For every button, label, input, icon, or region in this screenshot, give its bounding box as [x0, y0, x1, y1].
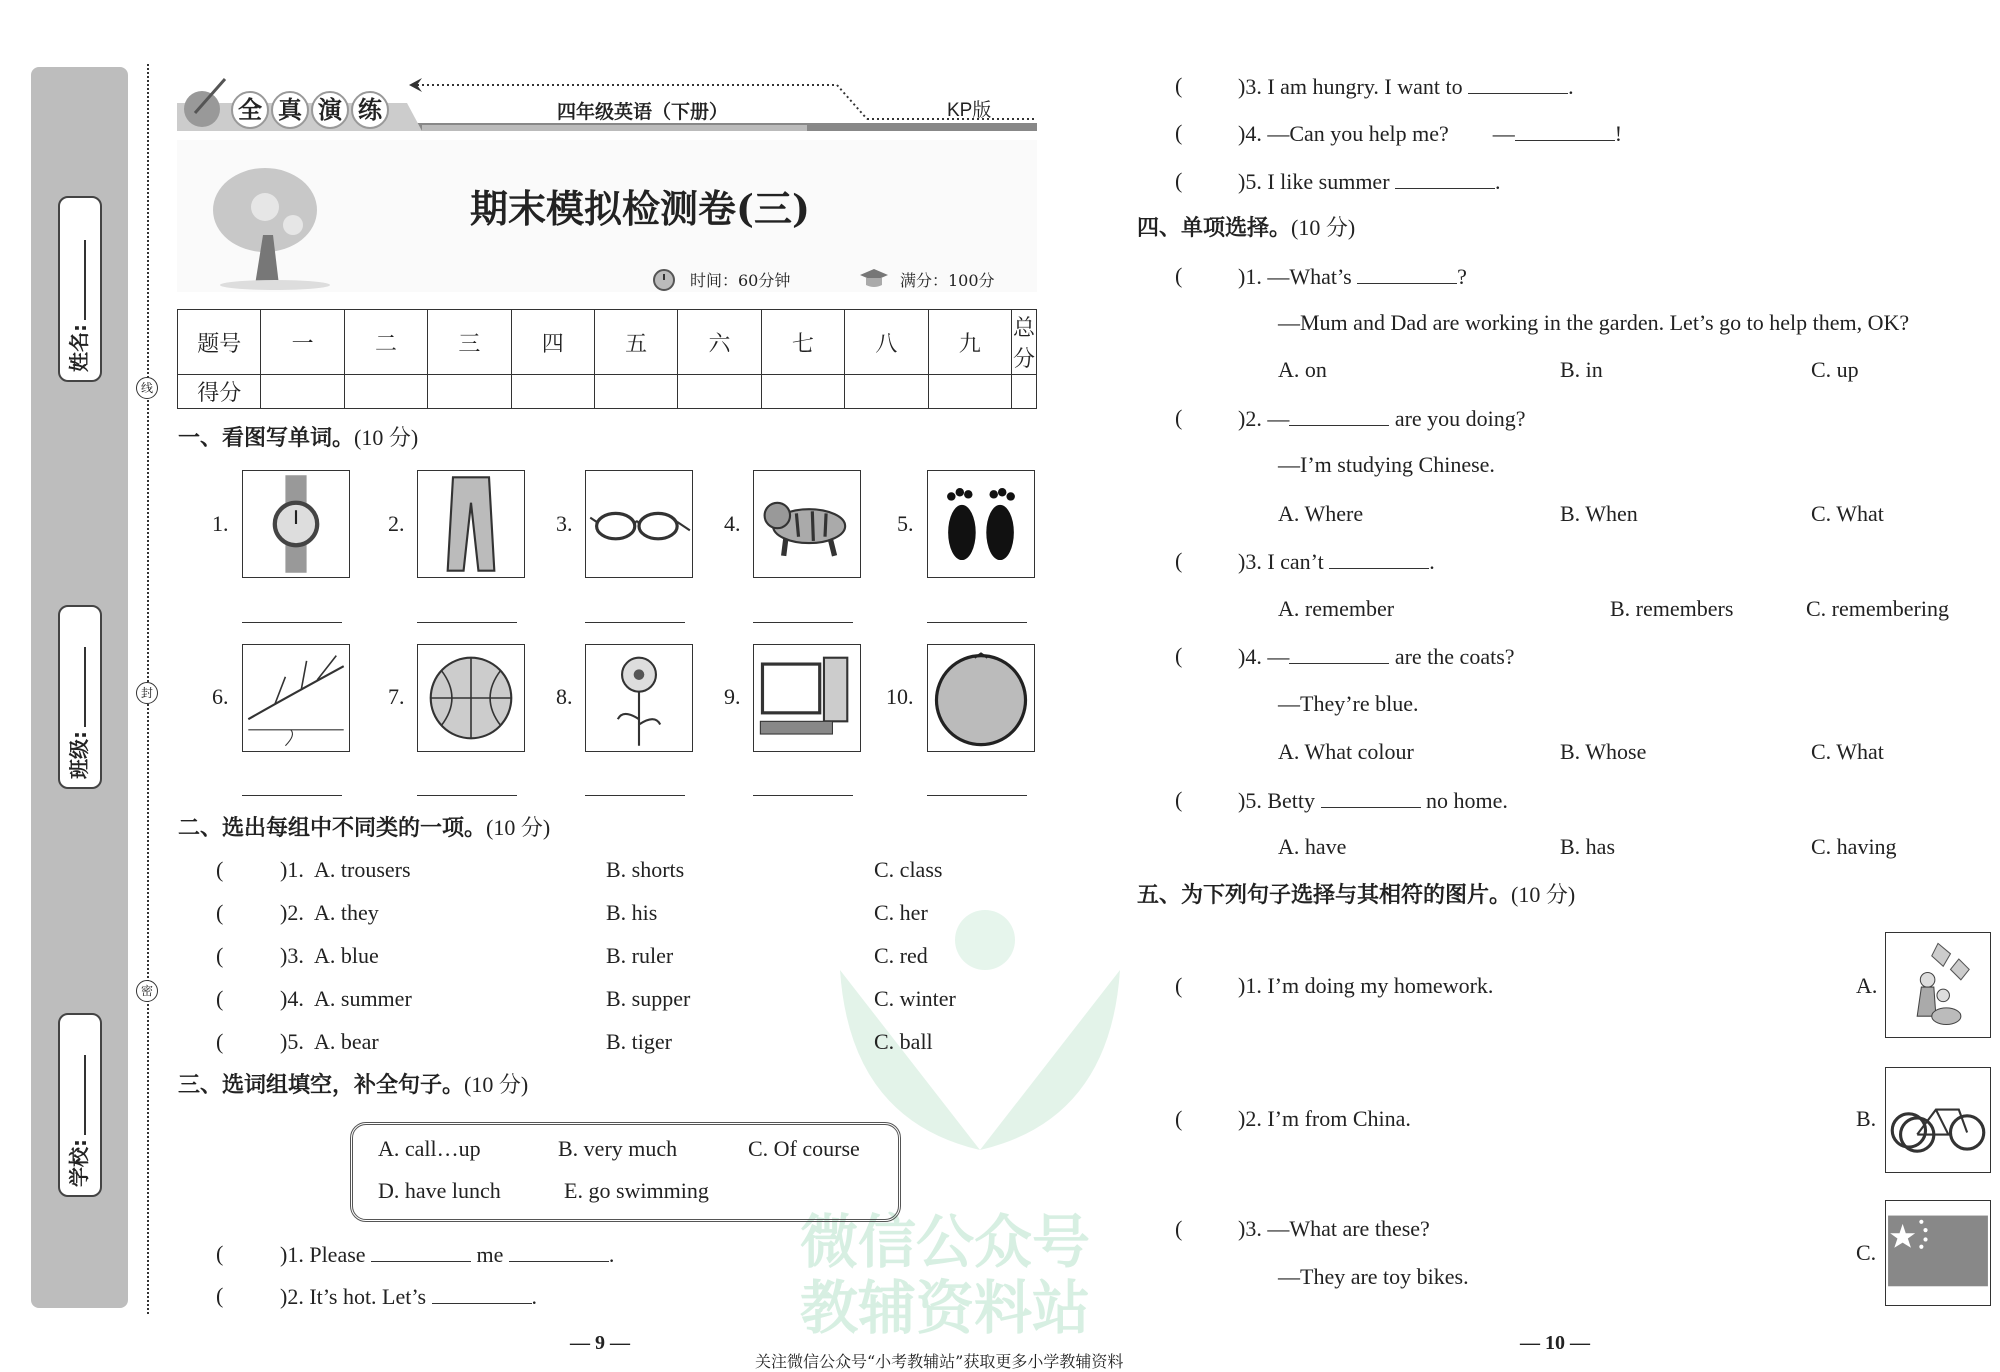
score-cell[interactable] [845, 375, 928, 409]
section5-q2: )2. I’m from China. [1238, 1106, 1411, 1131]
section1-heading: 一、看图写单词。(10 分) [178, 425, 419, 451]
option-b: B. his [606, 900, 658, 925]
option-label: A. [1856, 973, 1878, 998]
answer-paren[interactable]: ( [216, 986, 224, 1011]
answer-paren[interactable]: ( [1175, 1106, 1183, 1131]
option-b: B. shorts [606, 857, 685, 882]
item-number: 9. [724, 684, 741, 709]
option-a: A. bear [314, 1029, 379, 1054]
answer-paren[interactable]: ( [216, 1029, 224, 1054]
word-option: C. Of course [748, 1136, 860, 1161]
edition-label: KP版 [947, 100, 992, 121]
section4-q3: )3. I can’t . [1238, 549, 1435, 574]
answer-paren[interactable]: ( [216, 1283, 224, 1308]
class-label: 班级: [67, 731, 91, 779]
section5-heading: 五、为下列句子选择与其相符的图片。(10 分) [1137, 882, 1576, 908]
reply: —They are toy bikes. [1278, 1264, 1469, 1289]
answer-paren[interactable]: ( [1175, 973, 1183, 998]
answer-blank[interactable] [1468, 73, 1568, 94]
option-c: C. remembering [1806, 596, 1949, 621]
cell: 六 [678, 310, 761, 375]
cell: 八 [845, 310, 928, 375]
score-cell[interactable] [761, 375, 844, 409]
table-row-headers [178, 310, 1037, 375]
option-a: A. on [1278, 357, 1327, 382]
option-label: C. [1856, 1240, 1877, 1265]
answer-blank[interactable] [417, 622, 517, 623]
option-a: A. What colour [1278, 739, 1414, 764]
page-title: 期末模拟检测卷(三) [470, 186, 810, 231]
glasses-icon [585, 470, 693, 578]
school-field[interactable] [58, 1013, 102, 1197]
answer-paren[interactable]: ( [1175, 787, 1183, 812]
option-b: B. When [1560, 501, 1638, 526]
item-number: )4. [280, 986, 304, 1011]
answer-blank[interactable] [432, 1283, 532, 1304]
score-cell[interactable] [594, 375, 677, 409]
answer-blank[interactable] [1395, 168, 1495, 189]
china-flag-icon [1885, 1200, 1991, 1306]
grad-cap-icon [858, 266, 890, 292]
trousers-icon [417, 470, 525, 578]
cell: 五 [594, 310, 677, 375]
series-char-1: 全 [231, 91, 269, 129]
word-option: B. very much [558, 1136, 678, 1161]
tree-illustration [205, 155, 340, 290]
option-b: B. remembers [1610, 596, 1734, 621]
answer-blank[interactable] [1289, 643, 1389, 664]
score-cell[interactable] [428, 375, 511, 409]
answer-paren[interactable]: ( [1175, 405, 1183, 430]
footer-note: 关注微信公众号“小考教辅站”获取更多小学教辅资料 [755, 1352, 1124, 1371]
bicycles-icon [1885, 1067, 1991, 1173]
answer-blank[interactable] [371, 1241, 471, 1262]
answer-blank[interactable] [1321, 787, 1421, 808]
option-b: B. Whose [1560, 739, 1647, 764]
option-c: C. ball [874, 1029, 933, 1054]
item-number: 5. [897, 511, 914, 536]
option-a: A. summer [314, 986, 412, 1011]
option-c: C. up [1811, 357, 1859, 382]
kids-flying-kites-icon [1885, 932, 1991, 1038]
basketball-icon [417, 644, 525, 752]
series-char-4: 练 [351, 91, 389, 129]
word-option: E. go swimming [564, 1178, 709, 1203]
score-cell[interactable] [261, 375, 344, 409]
page-number-right: — 10 — [1520, 1332, 1590, 1354]
header-band [177, 73, 1037, 135]
item-number: 3. [556, 511, 573, 536]
answer-blank[interactable] [1289, 405, 1389, 426]
item-number: 10. [886, 684, 914, 709]
option-b: B. ruler [606, 943, 674, 968]
section3-q5: )5. I like summer . [1238, 169, 1501, 194]
option-c: C. her [874, 900, 928, 925]
item-number: )5. [280, 1029, 304, 1054]
option-a: A. remember [1278, 596, 1395, 621]
answer-paren[interactable]: ( [1175, 643, 1183, 668]
seal-xian: 线 [136, 377, 158, 399]
series-char-3: 演 [311, 91, 349, 129]
word-option: A. call…up [378, 1136, 481, 1161]
answer-blank[interactable] [927, 622, 1027, 623]
option-a: A. Where [1278, 501, 1364, 526]
watermark-text-1: 微信公众号 [800, 1208, 1091, 1276]
answer-paren[interactable]: ( [1175, 120, 1183, 145]
answer-blank[interactable] [927, 795, 1027, 796]
option-c: C. What [1811, 501, 1884, 526]
section4-q1: )1. —What’s ? [1238, 264, 1467, 289]
clock-icon [650, 268, 678, 292]
name-field[interactable] [58, 196, 102, 382]
option-c: C. red [874, 943, 928, 968]
item-number: 8. [556, 684, 573, 709]
answer-paren[interactable]: ( [216, 857, 224, 882]
time-label: 时间：60分钟 [690, 271, 791, 290]
tree-branch-icon [242, 644, 350, 752]
full-score-label: 满分：100分 [900, 271, 995, 290]
section5-q1: )1. I’m doing my homework. [1238, 973, 1494, 998]
cell: 三 [428, 310, 511, 375]
item-number: )2. [280, 900, 304, 925]
option-c: C. class [874, 857, 943, 882]
series-char-2: 真 [271, 91, 309, 129]
section4-q2: )2. — are you doing? [1238, 406, 1526, 431]
answer-blank[interactable] [585, 622, 685, 623]
answer-paren[interactable]: ( [216, 943, 224, 968]
answer-blank[interactable] [1329, 548, 1429, 569]
option-c: C. winter [874, 986, 956, 1011]
section5-q3: )3. —What are these? [1238, 1216, 1430, 1241]
score-cell[interactable] [511, 375, 594, 409]
answer-blank[interactable] [753, 795, 853, 796]
option-a: A. blue [314, 943, 379, 968]
score-cell[interactable] [1011, 375, 1036, 409]
section2-heading: 二、选出每组中不同类的一项。(10 分) [178, 815, 551, 841]
answer-blank[interactable] [1515, 120, 1615, 141]
answer-paren[interactable]: ( [216, 900, 224, 925]
section3-q1: )1. Please me . [280, 1242, 615, 1267]
cell: 二 [344, 310, 427, 375]
option-c: C. having [1811, 834, 1897, 859]
cell: 九 [928, 310, 1011, 375]
option-b: B. has [1560, 834, 1615, 859]
reply: —Mum and Dad are working in the garden. Let’s go to help them, OK? [1278, 310, 1910, 335]
answer-blank[interactable] [1357, 263, 1457, 284]
answer-blank[interactable] [585, 795, 685, 796]
answer-blank[interactable] [753, 622, 853, 623]
cell: 一 [261, 310, 344, 375]
item-number: 6. [212, 684, 229, 709]
option-c: C. What [1811, 739, 1884, 764]
section4-q4: )4. — are the coats? [1238, 644, 1515, 669]
page-number-left: — 9 — [570, 1332, 630, 1354]
section3-q3: )3. I am hungry. I want to . [1238, 74, 1574, 99]
score-cell[interactable] [678, 375, 761, 409]
option-b: B. tiger [606, 1029, 672, 1054]
cell: 四 [511, 310, 594, 375]
subject-label: 四年级英语（下册） [557, 101, 729, 123]
answer-paren[interactable]: ( [1175, 263, 1183, 288]
item-number: 7. [388, 684, 405, 709]
section4-q5: )5. Betty no home. [1238, 788, 1508, 813]
score-cell[interactable] [928, 375, 1011, 409]
watermark-text-2: 教辅资料站 [800, 1274, 1091, 1342]
seal-mi: 密 [136, 980, 158, 1002]
score-table [177, 309, 1037, 409]
section3-heading: 三、选词组填空，补全句子。(10 分) [178, 1072, 529, 1098]
school-label: 学校: [67, 1139, 91, 1187]
option-a: A. have [1278, 834, 1347, 859]
reply: —They’re blue. [1278, 691, 1419, 716]
answer-blank[interactable] [509, 1241, 609, 1262]
answer-paren[interactable]: ( [1175, 168, 1183, 193]
section3-q4: )4. —Can you help me? — ! [1238, 121, 1623, 146]
option-b: B. supper [606, 986, 691, 1011]
cell: 七 [761, 310, 844, 375]
option-label: B. [1856, 1106, 1877, 1131]
cell: 得分 [178, 375, 261, 409]
answer-paren[interactable]: ( [1175, 548, 1183, 573]
feet-icon [927, 470, 1035, 578]
item-number: 1. [212, 511, 229, 536]
item-number: 2. [388, 511, 405, 536]
name-label: 姓名: [67, 324, 91, 372]
answer-blank[interactable] [242, 795, 342, 796]
computer-icon [753, 644, 861, 752]
class-field[interactable] [58, 605, 102, 789]
option-a: A. trousers [314, 857, 411, 882]
option-b: B. in [1560, 357, 1603, 382]
watch-icon [242, 470, 350, 578]
answer-blank[interactable] [417, 795, 517, 796]
watermark-logo [820, 900, 1140, 1160]
orange-icon [927, 644, 1035, 752]
seal-feng: 封 [136, 682, 158, 704]
answer-paren[interactable]: ( [216, 1241, 224, 1266]
section3-q2: )2. It’s hot. Let’s . [280, 1284, 538, 1309]
cell: 总分 [1011, 310, 1036, 375]
item-number: )1. [280, 857, 304, 882]
score-cell[interactable] [344, 375, 427, 409]
reply: —I’m studying Chinese. [1278, 452, 1495, 477]
option-a: A. they [314, 900, 379, 925]
answer-paren[interactable]: ( [1175, 73, 1183, 98]
word-option: D. have lunch [378, 1178, 501, 1203]
item-number: )3. [280, 943, 304, 968]
cell: 题号 [178, 310, 261, 375]
table-row-scores [178, 375, 1037, 409]
answer-blank[interactable] [242, 622, 342, 623]
tiger-icon [753, 470, 861, 578]
answer-paren[interactable]: ( [1175, 1216, 1183, 1241]
item-number: 4. [724, 511, 741, 536]
flower-icon [585, 644, 693, 752]
section4-heading: 四、单项选择。(10 分) [1137, 215, 1356, 241]
